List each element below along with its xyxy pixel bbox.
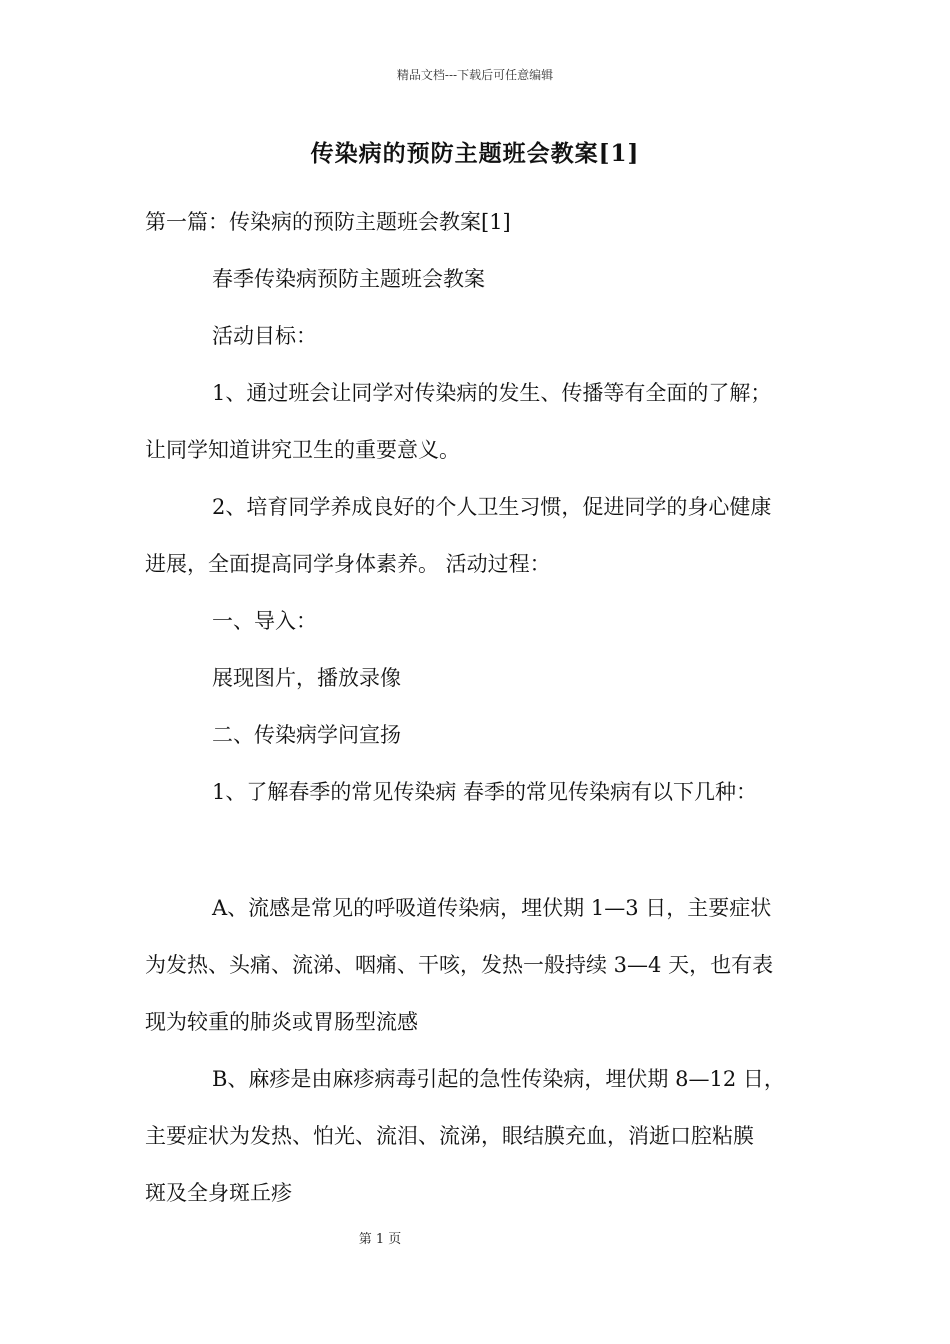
paragraph-line: 主要症状为发热、怕光、流泪、流涕，眼结膜充血，消逝口腔粘膜 <box>145 1124 754 1148</box>
paragraph-line: 活动目标： <box>212 324 317 348</box>
section-heading: 第一篇：传染病的预防主题班会教案[1] <box>145 210 511 234</box>
paragraph-line: 二、传染病学问宣扬 <box>212 723 401 747</box>
paragraph-line: 斑及全身斑丘疹 <box>145 1181 292 1205</box>
paragraph-line: 春季传染病预防主题班会教案 <box>212 267 485 291</box>
paragraph-line: 进展，全面提高同学身体素养。 活动过程： <box>145 552 551 576</box>
paragraph-line: 2、培育同学养成良好的个人卫生习惯，促进同学的身心健康 <box>212 495 772 519</box>
page-number: 第 1 页 <box>358 1232 402 1247</box>
paragraph-line: 1、了解春季的常见传染病 春季的常见传染病有以下几种： <box>212 780 758 804</box>
paragraph-line: 让同学知道讲究卫生的重要意义。 <box>145 438 460 462</box>
paragraph-line: 现为较重的肺炎或胃肠型流感 <box>145 1010 418 1034</box>
paragraph-line: 1、通过班会让同学对传染病的发生、传播等有全面的了解； <box>212 381 772 405</box>
paragraph-line: B、麻疹是由麻疹病毒引起的急性传染病，埋伏期 8—12 日， <box>212 1067 785 1091</box>
paragraph-line: 展现图片，播放录像 <box>212 666 401 690</box>
paragraph-line: 为发热、头痛、流涕、咽痛、干咳，发热一般持续 3—4 天，也有表 <box>145 953 774 977</box>
document-title: 传染病的预防主题班会教案[1] <box>310 140 640 167</box>
header-note: 精品文档---下载后可任意编辑 <box>396 68 554 82</box>
paragraph-line: A、流感是常见的呼吸道传染病，埋伏期 1—3 日，主要症状 <box>212 896 772 920</box>
paragraph-line: 一、导入： <box>212 609 317 633</box>
